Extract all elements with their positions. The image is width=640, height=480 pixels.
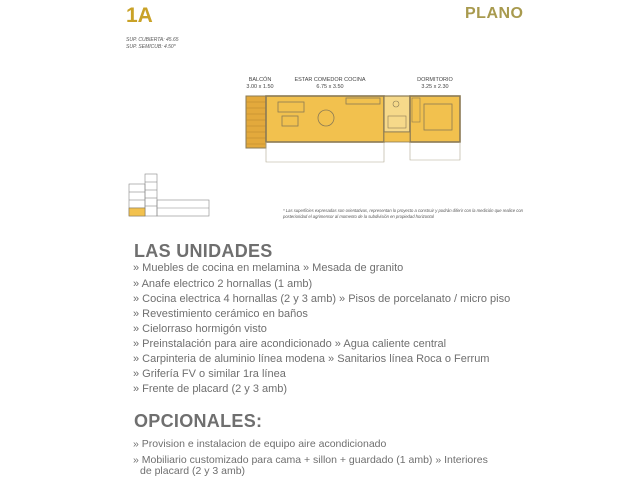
sup-cubierta: SUP. CUBIERTA: 45.65 [126, 37, 179, 43]
list-item: » Anafe electrico 2 hornallas (1 amb) [133, 278, 313, 290]
list-item: » Provision e instalacion de equipo aire acondicionado [133, 438, 387, 450]
opcionales-title: OPCIONALES: [134, 411, 263, 431]
room-name: ESTAR COMEDOR COCINA [294, 77, 366, 83]
surface-note: * Las superficies expresadas son orientativas, representan lo proyecto a construir y podrán diferir con la medición que realice con posterioridad el agrimensor al momento de la subdivisión en propiedad horizontal [283, 208, 523, 219]
room-label-balcon [240, 77, 280, 91]
document-sheet [93, 0, 551, 480]
list-item: » Preinstalación para aire acondicionado » Agua caliente central [133, 338, 447, 350]
sup-semicub: SUP. SEMICUB: 4.50* [126, 44, 176, 50]
room-name: DORMITORIO [417, 77, 453, 83]
unit-code: 1A [126, 4, 153, 27]
room-name: BALCÓN [248, 77, 272, 83]
list-item: » Cocina electrica 4 hornallas (2 y 3 amb) » Pisos de porcelanato / micro piso [133, 293, 511, 305]
hall-floor [384, 132, 410, 142]
room-dims: 3.00 x 1.50 [246, 84, 274, 90]
list-item: » Grifería FV o similar 1ra línea [133, 368, 286, 380]
room-label-estar [290, 77, 370, 91]
room-dims: 3.25 x 2.30 [421, 84, 449, 90]
section-title: PLANO [465, 5, 524, 22]
plan-outline [266, 142, 460, 162]
list-item: » Cielorraso hormigón visto [133, 323, 267, 335]
list-item: de placard (2 y 3 amb) [140, 465, 246, 477]
list-item: » Mobiliario customizado para cama + sillon + guardado (1 amb) » Interiores [133, 454, 488, 466]
floor-plan [238, 90, 468, 170]
balcony-deck [246, 96, 266, 148]
bedroom-floor [410, 96, 460, 142]
living-floor [266, 96, 384, 142]
list-item: » Muebles de cocina en melamina » Mesada de granito [133, 262, 404, 274]
list-item: » Carpinteria de aluminio línea modena » Sanitarios línea Roca o Ferrum [133, 353, 490, 365]
list-item: » Revestimiento cerámico en baños [133, 308, 308, 320]
room-dims: 6.75 x 3.50 [316, 84, 344, 90]
list-item: » Frente de placard (2 y 3 amb) [133, 383, 288, 395]
unidades-title: LAS UNIDADES [134, 241, 273, 261]
highlighted-unit [129, 208, 145, 216]
room-label-dormitorio [410, 77, 460, 91]
building-section [125, 170, 215, 220]
